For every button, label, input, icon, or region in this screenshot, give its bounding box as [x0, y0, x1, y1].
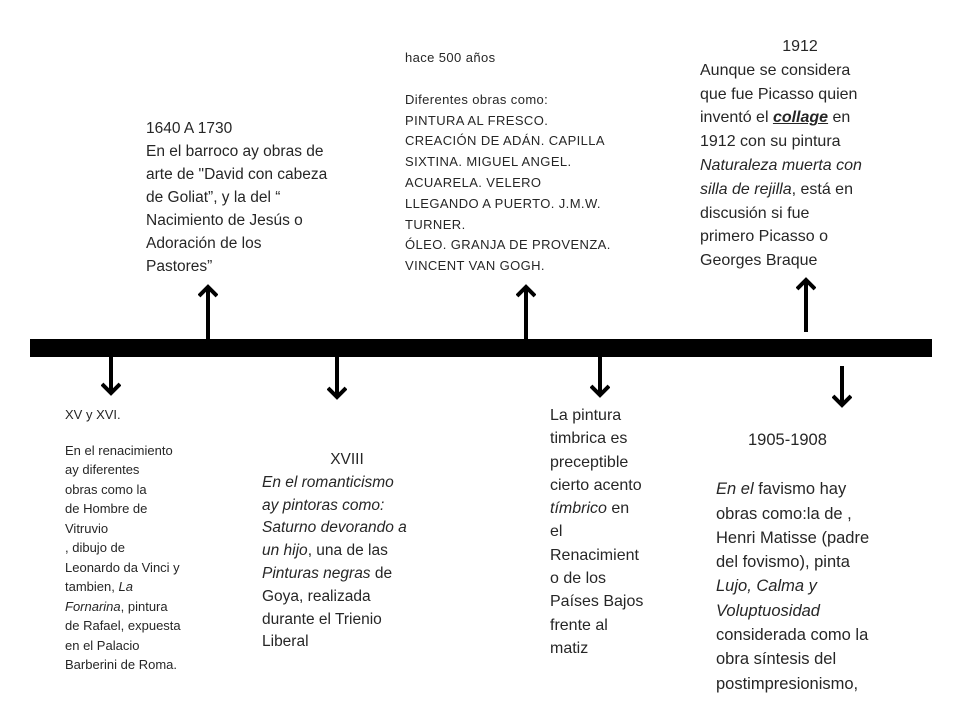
- event-text-line: En el barroco ay obras de: [146, 143, 324, 160]
- event-text-segment: Pinturas negras: [262, 564, 371, 582]
- event-text-line: el: [550, 523, 563, 541]
- event-year: 1912: [782, 38, 818, 55]
- event-text-line: [65, 597, 215, 617]
- event-text-line: frente al: [550, 616, 608, 634]
- event-text-line: Aunque se considera: [700, 61, 851, 79]
- event-text-line: LLEGANDO A PUERTO. J.M.W.: [405, 195, 601, 211]
- event-text-line: [700, 178, 900, 202]
- arrow-up-icon: [516, 284, 536, 340]
- event-text-segment: tambien,: [65, 579, 119, 594]
- event-text-line: ay pintoras como:: [262, 496, 385, 514]
- event-text-line: [65, 577, 215, 597]
- event-text-line: [700, 106, 900, 130]
- event-text-line: TURNER.: [405, 216, 466, 232]
- event-year: 1905-1908: [748, 431, 827, 449]
- event-romanticismo: [262, 449, 432, 654]
- arrow-up-icon: [796, 277, 816, 333]
- event-text-line: [716, 477, 906, 501]
- event-text-line: Adoración de los: [146, 235, 262, 252]
- event-text-line: Voluptuosidad: [716, 601, 820, 620]
- event-text-line: [262, 540, 432, 563]
- event-text-segment: La: [118, 579, 133, 594]
- event-text-segment: en: [606, 500, 630, 518]
- event-text-line: o de los: [550, 570, 607, 588]
- event-text-line: ACUARELA. VELERO: [405, 174, 542, 190]
- event-text-line: Nacimiento de Jesús o: [146, 212, 303, 229]
- event-text-line: Georges Braque: [700, 252, 818, 270]
- event-text-line: Goya, realizada: [262, 587, 371, 605]
- event-text-line: Países Bajos: [550, 593, 644, 611]
- event-text-line: obras como la: [65, 481, 147, 497]
- event-fovismo: [716, 428, 906, 696]
- event-text-segment: en: [828, 109, 851, 127]
- arrow-up-icon: [198, 284, 218, 340]
- event-text-line: timbrica es: [550, 430, 628, 448]
- event-text-line: PINTURA AL FRESCO.: [405, 112, 549, 128]
- event-text-segment: favismo hay: [753, 480, 847, 499]
- event-text-segment: tímbrico: [550, 500, 607, 518]
- event-text-line: de Goliat”, y la del “: [146, 189, 281, 206]
- event-text-line: Barberini de Roma.: [65, 657, 177, 672]
- event-text-line: CREACIÓN DE ADÁN. CAPILLA: [405, 133, 605, 149]
- event-title: XVIII: [330, 451, 364, 468]
- event-text-line: discusión si fue: [700, 204, 810, 222]
- event-text-line: Pastores”: [146, 258, 213, 275]
- event-text-line: arte de "David con cabeza: [146, 166, 328, 183]
- event-text-line: 1640 A 1730: [146, 120, 233, 137]
- event-text-line: obras como:la de ,: [716, 504, 852, 523]
- event-1912-collage: [700, 35, 900, 273]
- event-text-line: Saturno devorando a: [262, 519, 407, 537]
- event-text-line: , dibujo de: [65, 540, 125, 555]
- event-text-line: de Rafael, expuesta: [65, 618, 181, 633]
- event-text-line: obra síntesis del: [716, 650, 837, 669]
- event-text-line: SIXTINA. MIGUEL ANGEL.: [405, 154, 572, 170]
- event-text-line: Vitruvio: [65, 520, 109, 536]
- event-text-segment: silla de rejilla: [700, 180, 792, 198]
- event-text-line: Diferentes obras como:: [405, 91, 549, 107]
- event-text-line: Liberal: [262, 633, 309, 651]
- event-text-line: ÓLEO. GRANJA DE PROVENZA.: [405, 237, 611, 253]
- event-text-line: preceptible: [550, 453, 629, 471]
- event-text-segment: Fornarina: [65, 598, 121, 614]
- event-text-line: matiz: [550, 639, 589, 657]
- event-title: XV y XVI.: [65, 407, 121, 422]
- event-text-segment: un hijo: [262, 542, 308, 560]
- event-text-line: considerada como la: [716, 626, 869, 645]
- event-text-line: que fue Picasso quien: [700, 85, 858, 103]
- event-text-line: postimpresionismo,: [716, 674, 859, 693]
- event-text-segment: de: [370, 564, 393, 582]
- event-text-line: del fovismo), pinta: [716, 553, 850, 572]
- event-text-line: ay diferentes: [65, 462, 140, 477]
- arrow-down-icon: [101, 356, 121, 396]
- event-text-line: Lujo, Calma y: [716, 577, 817, 596]
- event-text-line: durante el Trienio: [262, 610, 382, 628]
- event-text-line: Naturaleza muerta con: [700, 156, 862, 174]
- event-text-line: [550, 497, 660, 520]
- event-text-line: La pintura: [550, 407, 622, 424]
- event-text-line: [262, 563, 432, 586]
- event-text-line: En el romanticismo: [262, 473, 394, 491]
- event-text-line: cierto acento: [550, 476, 642, 494]
- event-renacimiento: [65, 405, 215, 675]
- event-text-line: Renacimient: [550, 546, 639, 564]
- arrow-down-icon: [832, 366, 852, 408]
- collage-link[interactable]: collage: [772, 109, 829, 127]
- event-text-line: Henri Matisse (padre: [716, 528, 870, 547]
- event-text-segment: En el: [716, 480, 754, 499]
- event-text-line: en el Palacio: [65, 637, 140, 653]
- event-text-line: VINCENT VAN GOGH.: [405, 258, 545, 274]
- event-text-line: primero Picasso o: [700, 228, 829, 246]
- event-text-line: Leonardo da Vinci y: [65, 559, 180, 575]
- arrow-down-icon: [327, 356, 347, 400]
- event-500-anos: [405, 48, 635, 277]
- timeline-bar: [30, 339, 932, 357]
- event-text-line: de Hombre de: [65, 501, 148, 516]
- event-pintura-timbrica: [550, 404, 660, 660]
- event-text-segment: inventó el: [700, 109, 773, 127]
- event-text-segment: , una de las: [307, 542, 388, 560]
- event-barroco: [146, 117, 356, 278]
- event-text-segment: , está en: [791, 180, 853, 198]
- event-text-line: 1912 con su pintura: [700, 133, 841, 151]
- event-text-line: En el renacimiento: [65, 442, 173, 458]
- event-title: hace 500 años: [405, 50, 496, 65]
- event-text-segment: , pintura: [120, 598, 168, 614]
- arrow-down-icon: [590, 356, 610, 398]
